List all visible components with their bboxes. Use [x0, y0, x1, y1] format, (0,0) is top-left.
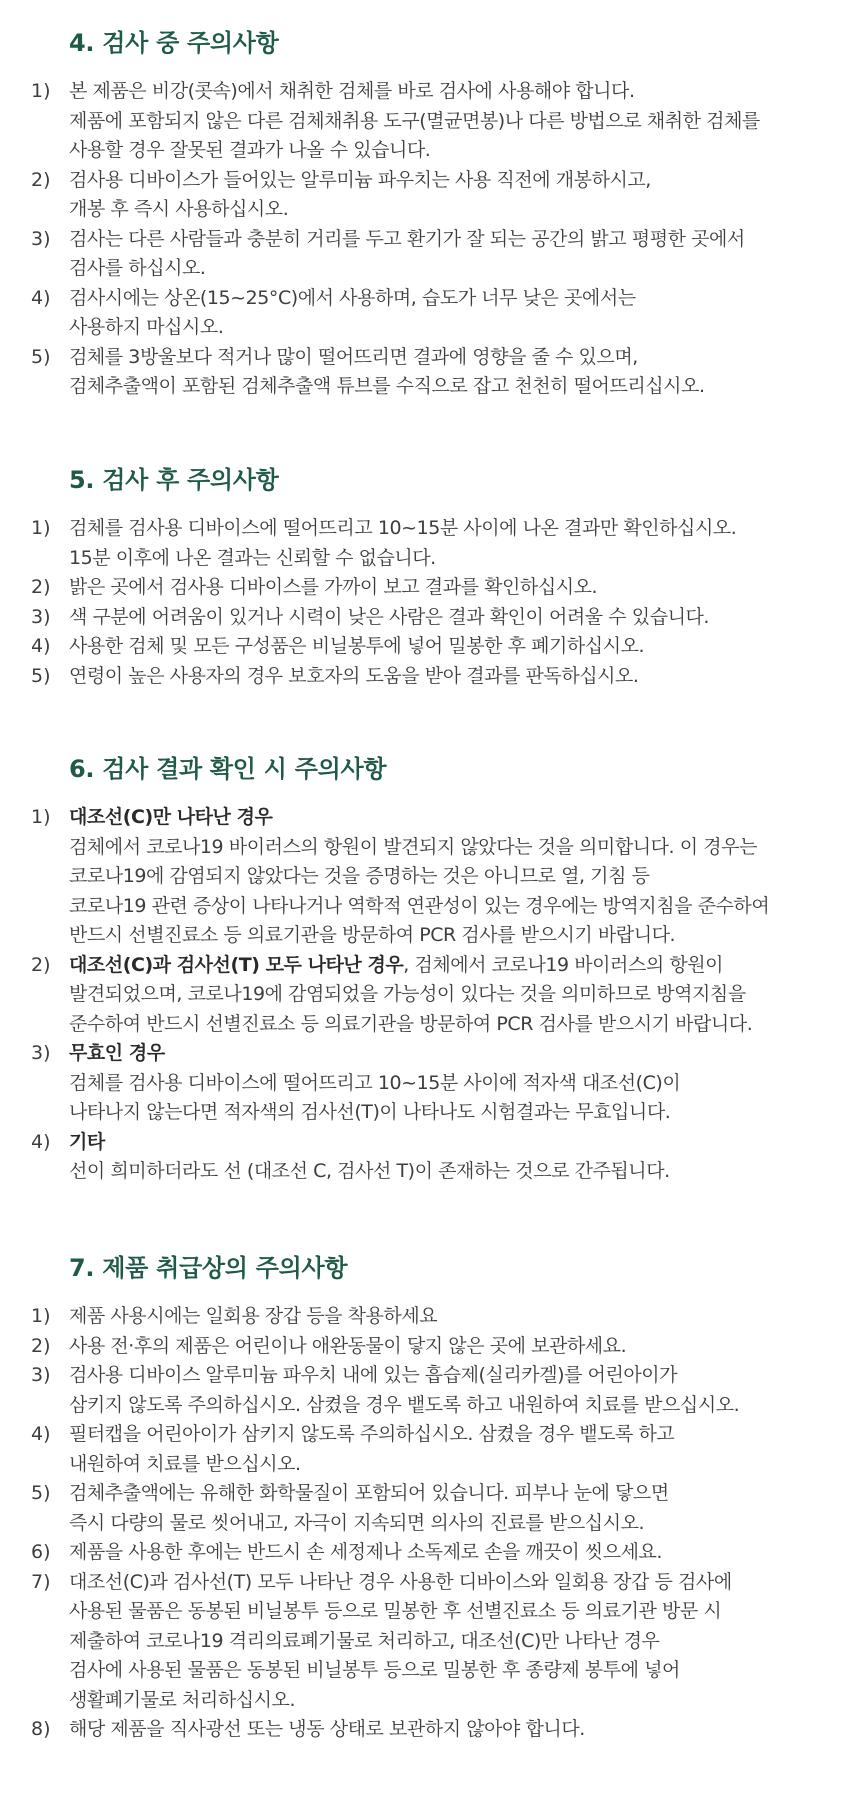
item-text [69, 951, 860, 1040]
item-text [69, 603, 860, 633]
item-number: 2) [31, 576, 51, 598]
item-line: 사용 전·후의 제품은 어린이나 애완동물이 닿지 않은 곳에 보관하세요. [69, 1334, 627, 1357]
item-number: 5) [31, 1482, 51, 1504]
item-line: 준수하여 반드시 선별진료소 등 의료기관을 방문하여 PCR 검사를 받으시기 바랍니다. [69, 1012, 753, 1035]
item-text [69, 573, 860, 603]
item-line: 코로나19에 감염되지 않았다는 것을 증명하는 것은 아니므로 열, 기침 등 [69, 865, 650, 887]
item-line: 색 구분에 어려움이 있거나 시력이 낮은 사람은 결과 확인이 어려울 수 있습니다. [69, 605, 710, 628]
item-number: 7) [31, 1570, 51, 1593]
list-item [0, 1479, 860, 1538]
item-line: 본 제품은 비강(콧속)에서 채취한 검체를 바로 검사에 사용해야 합니다. [69, 80, 635, 102]
list-item [0, 632, 860, 662]
list-item [0, 1128, 860, 1187]
item-line: 삼키지 않도록 주의하십시오. 삼켰을 경우 뱉도록 하고 내원하여 치료를 받으십시오. [69, 1393, 740, 1416]
section-heading: 5. 검사 후 주의사항 [69, 466, 279, 494]
list-item [0, 662, 860, 692]
item-text [69, 343, 860, 402]
item-text [69, 225, 860, 284]
list-item [0, 343, 860, 402]
precaution-list [0, 803, 860, 1187]
item-title: 무효인 경우 [69, 1042, 165, 1064]
item-title: 기타 [69, 1130, 105, 1153]
item-number: 2) [31, 168, 51, 191]
item-text [69, 514, 860, 573]
section-heading: 4. 검사 중 주의사항 [69, 29, 279, 57]
item-number: 3) [31, 1364, 51, 1386]
precaution-list [0, 77, 860, 402]
item-number: 1) [31, 806, 51, 828]
list-item [0, 514, 860, 573]
item-line: 선이 희미하더라도 선 (대조선 C, 검사선 T)이 존재하는 것으로 간주됩니다. [69, 1160, 670, 1182]
item-number: 4) [31, 1423, 51, 1445]
item-line: 밝은 곳에서 검사용 디바이스를 가까이 보고 결과를 확인하십시오. [69, 576, 598, 598]
list-item [0, 803, 860, 951]
item-line: 나타나지 않는다면 적자색의 검사선(T)이 나타나도 시험결과는 무효입니다. [69, 1101, 671, 1123]
item-text [69, 1568, 860, 1716]
item-line: 검사용 디바이스가 들어있는 알루미늄 파우치는 사용 직전에 개봉하시고, [69, 168, 651, 191]
list-item [0, 1332, 860, 1362]
list-item [0, 1039, 860, 1128]
item-text [69, 1479, 860, 1538]
item-number: 1) [31, 80, 51, 102]
section-heading: 6. 검사 결과 확인 시 주의사항 [69, 755, 387, 783]
precaution-list [0, 514, 860, 691]
item-text [69, 1128, 860, 1187]
item-text [69, 77, 860, 166]
item-line: 검체를 3방울보다 적거나 많이 떨어뜨리면 결과에 영향을 줄 수 있으며, [69, 345, 638, 368]
item-title: 대조선(C)과 검사선(T) 모두 나타난 경우 [69, 953, 404, 976]
item-text [69, 1332, 860, 1362]
list-item [0, 284, 860, 343]
item-line: 검사를 하십시오. [69, 257, 206, 279]
item-number: 3) [31, 605, 51, 628]
list-item [0, 1420, 860, 1479]
item-number: 4) [31, 1130, 51, 1153]
item-line: 반드시 선별진료소 등 의료기관을 방문하여 PCR 검사를 받으시기 바랍니다. [69, 924, 676, 946]
list-item [0, 951, 860, 1040]
item-number: 8) [31, 1718, 51, 1740]
item-line: 즉시 다량의 물로 씻어내고, 자극이 지속되면 의사의 진료를 받으십시오. [69, 1511, 645, 1534]
item-number: 3) [31, 227, 51, 250]
item-number: 1) [31, 517, 51, 539]
item-line: 검사는 다른 사람들과 충분히 거리를 두고 환기가 잘 되는 공간의 밝고 평평한 곳에서 [69, 227, 745, 250]
item-line: 검체를 검사용 디바이스에 떨어뜨리고 10~15분 사이에 적자색 대조선(C)이 [69, 1071, 681, 1094]
item-text [69, 662, 860, 692]
item-lead-rest: , 검체에서 코로나19 바이러스의 항원이 [403, 953, 724, 976]
precaution-list [0, 1302, 860, 1745]
section-heading: 7. 제품 취급상의 주의사항 [69, 1254, 348, 1282]
item-line: 생활폐기물로 처리하십시오. [69, 1688, 296, 1711]
item-text [69, 1039, 860, 1128]
item-line: 제품을 사용한 후에는 반드시 손 세정제나 소독제로 손을 깨끗이 씻으세요. [69, 1541, 663, 1563]
item-title: 대조선(C)만 나타난 경우 [69, 806, 273, 828]
item-line: 개봉 후 즉시 사용하십시오. [69, 198, 289, 220]
item-number: 1) [31, 1305, 51, 1327]
item-line: 사용된 물품은 동봉된 비닐봉투 등으로 밀봉한 후 선별진료소 등 의료기관 방문 시 [69, 1600, 722, 1622]
item-line: 발견되었으며, 코로나19에 감염되었을 가능성이 있다는 것을 의미하므로 방역지침을 [69, 983, 746, 1005]
item-line: 사용하지 마십시오. [69, 316, 224, 338]
item-text [69, 1538, 860, 1568]
item-line: 사용한 검체 및 모든 구성품은 비닐봉투에 넣어 밀봉한 후 폐기하십시오. [69, 635, 645, 657]
item-text [69, 284, 860, 343]
item-number: 6) [31, 1541, 51, 1563]
item-text [69, 1420, 860, 1479]
item-lead-line [69, 951, 860, 981]
item-line: 사용할 경우 잘못된 결과가 나올 수 있습니다. [69, 139, 431, 161]
item-line: 검사용 디바이스 알루미늄 파우치 내에 있는 흡습제(실리카겔)를 어린아이가 [69, 1364, 678, 1386]
item-number: 4) [31, 635, 51, 657]
item-line: 내원하여 치료를 받으십시오. [69, 1452, 301, 1475]
list-item [0, 603, 860, 633]
item-line: 연령이 높은 사용자의 경우 보호자의 도움을 받아 결과를 판독하십시오. [69, 664, 639, 687]
item-line: 제품에 포함되지 않은 다른 검체채취용 도구(멸균면봉)나 다른 방법으로 채취한 검체를 [69, 109, 760, 132]
item-line: 검사시에는 상온(15~25°C)에서 사용하며, 습도가 너무 낮은 곳에서는 [69, 286, 636, 309]
item-number: 5) [31, 345, 51, 368]
item-line: 검체추출액에는 유해한 화학물질이 포함되어 있습니다. 피부나 눈에 닿으면 [69, 1482, 669, 1504]
item-line: 검체에서 코로나19 바이러스의 항원이 발견되지 않았다는 것을 의미합니다. 이 경우는 [69, 835, 757, 858]
item-number: 5) [31, 664, 51, 687]
item-line: 필터캡을 어린아이가 삼키지 않도록 주의하십시오. 삼켰을 경우 뱉도록 하고 [69, 1423, 675, 1445]
item-number: 3) [31, 1042, 51, 1064]
item-text [69, 632, 860, 662]
list-item [0, 225, 860, 284]
item-line: 코로나19 관련 증상이 나타나거나 역학적 연관성이 있는 경우에는 방역지침을 준수하여 [69, 894, 770, 917]
item-text [69, 803, 860, 951]
item-text [69, 1361, 860, 1420]
item-line: 검사에 사용된 물품은 동봉된 비닐봉투 등으로 밀봉한 후 종량제 봉투에 넣어 [69, 1659, 680, 1681]
list-item [0, 1568, 860, 1716]
item-line: 제출하여 코로나19 격리의료폐기물로 처리하고, 대조선(C)만 나타난 경우 [69, 1629, 660, 1652]
list-item [0, 1715, 860, 1745]
list-item [0, 166, 860, 225]
item-line: 검체추출액이 포함된 검체추출액 튜브를 수직으로 잡고 천천히 떨어뜨리십시오. [69, 375, 705, 397]
list-item [0, 77, 860, 166]
item-line: 검체를 검사용 디바이스에 떨어뜨리고 10~15분 사이에 나온 결과만 확인하십시오. [69, 517, 737, 539]
list-item [0, 1302, 860, 1332]
item-number: 2) [31, 953, 51, 976]
item-text [69, 1302, 860, 1332]
list-item [0, 1361, 860, 1420]
item-number: 2) [31, 1334, 51, 1357]
item-line: 대조선(C)과 검사선(T) 모두 나타난 경우 사용한 디바이스와 일회용 장갑 등 검사에 [69, 1570, 732, 1593]
item-text [69, 166, 860, 225]
item-line: 15분 이후에 나온 결과는 신뢰할 수 없습니다. [69, 546, 436, 569]
item-line: 제품 사용시에는 일회용 장갑 등을 착용하세요 [69, 1305, 438, 1327]
item-text [69, 1715, 860, 1745]
item-number: 4) [31, 286, 51, 309]
item-line: 해당 제품을 직사광선 또는 냉동 상태로 보관하지 않아야 합니다. [69, 1718, 585, 1740]
list-item [0, 1538, 860, 1568]
list-item [0, 573, 860, 603]
